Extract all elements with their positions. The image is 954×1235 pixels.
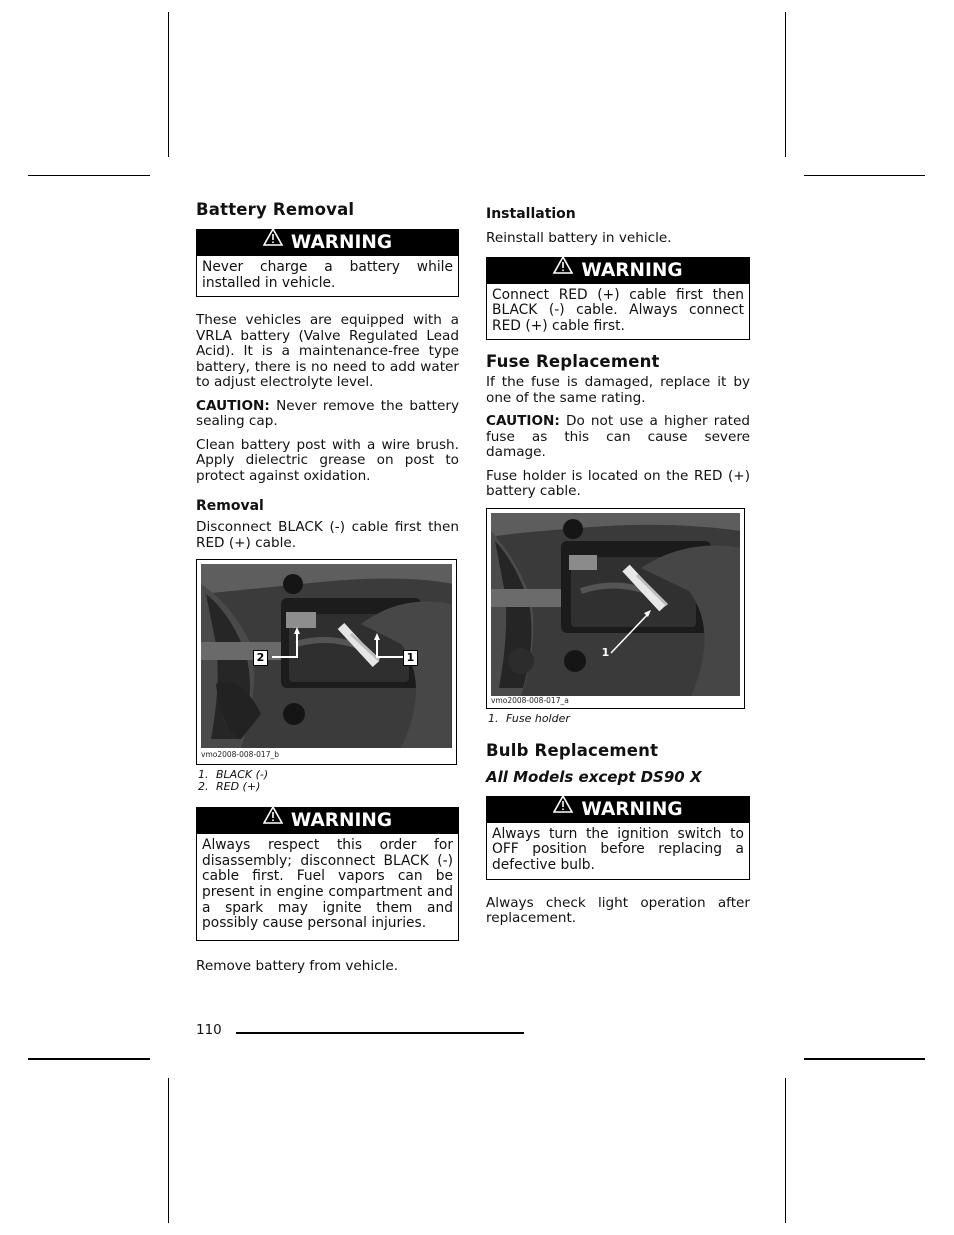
crop-mark xyxy=(785,1078,786,1223)
callout-1: 1 xyxy=(403,650,418,666)
warning-header xyxy=(197,808,458,834)
warning-box xyxy=(486,257,750,341)
subheading-removal: Removal xyxy=(196,498,264,515)
warning-header xyxy=(487,258,749,284)
warning-text: Connect RED (+) cable first then BLACK (-) cable. Always connect RED (+) cable first. xyxy=(492,286,744,334)
fuse-holder-image xyxy=(491,513,740,696)
photo-code: vmo2008-008-017_a xyxy=(491,695,569,705)
photo-captions xyxy=(486,713,750,725)
section-heading-fuse-replacement: Fuse Replacement xyxy=(486,352,660,372)
warning-title: WARNING xyxy=(581,259,683,281)
clean-post-paragraph: Clean battery post with a wire brush. Apply dielectric grease on post to protect against oxidation. xyxy=(196,436,459,484)
caption-item: 1. Fuse holder xyxy=(488,711,570,725)
warning-triangle-icon xyxy=(263,228,283,254)
crop-mark xyxy=(804,175,925,176)
warning-text: Never charge a battery while installed in vehicle. xyxy=(202,259,453,291)
page-number: 110 xyxy=(196,1022,222,1038)
vrla-paragraph: These vehicles are equipped with a VRLA battery (Valve Regulated Lead Acid). It is a maintenance-free type battery, there is no need to add water to adjust electrolyte level. xyxy=(196,312,459,391)
crop-mark xyxy=(28,1058,150,1060)
warning-triangle-icon xyxy=(553,795,573,821)
caution-text: Do not use a higher rated fuse as this can cause severe damage. xyxy=(486,413,750,461)
caution-text: Never remove the battery sealing cap. xyxy=(196,397,459,430)
warning-triangle-icon xyxy=(263,806,283,832)
left-column xyxy=(196,200,459,982)
warning-box xyxy=(196,807,459,941)
removal-paragraph: Disconnect BLACK (-) cable first then RED (+) cable. xyxy=(196,519,459,551)
callout-2: 2 xyxy=(253,650,268,666)
warning-text: Always respect this order for disassembly; disconnect BLACK (-) cable first. Fuel vapors can be present in engine compartment and a spark may ignite them and possibly cause personal injuries. xyxy=(202,837,453,932)
callout-1: 1 xyxy=(601,645,610,659)
fuse-photo xyxy=(486,508,745,709)
install-paragraph: Reinstall battery in vehicle. xyxy=(486,230,672,246)
warning-triangle-icon xyxy=(553,256,573,282)
remove-battery-paragraph: Remove battery from vehicle. xyxy=(196,957,399,974)
warning-title: WARNING xyxy=(290,232,393,253)
caption-item: 2. RED (+) xyxy=(198,780,261,794)
warning-title: WARNING xyxy=(581,798,683,820)
right-column xyxy=(486,200,750,935)
warning-box xyxy=(196,229,459,297)
crop-mark xyxy=(28,175,150,176)
photo-code: vmo2008-008-017_b xyxy=(201,750,279,760)
caution-label: CAUTION: xyxy=(486,413,560,430)
crop-mark xyxy=(785,12,786,157)
subheading-models: All Models except DS90 X xyxy=(486,767,702,786)
caution-note xyxy=(196,399,459,430)
footer-rule xyxy=(236,1032,524,1034)
crop-mark xyxy=(168,1078,169,1223)
warning-box xyxy=(486,796,750,880)
fuse-holder-paragraph: Fuse holder is located on the RED (+) battery cable. xyxy=(486,467,750,500)
crop-mark xyxy=(168,12,169,157)
warning-header xyxy=(487,797,749,823)
warning-header xyxy=(197,230,458,256)
caution-note xyxy=(486,414,750,461)
caption-item: 1. BLACK (-) xyxy=(198,768,269,782)
battery-photo xyxy=(196,559,457,765)
crop-mark xyxy=(804,1058,925,1060)
subheading-installation: Installation xyxy=(486,206,576,222)
section-heading-battery-removal: Battery Removal xyxy=(196,200,355,219)
warning-title: WARNING xyxy=(290,810,393,832)
photo-captions xyxy=(196,769,459,793)
section-heading-bulb-replacement: Bulb Replacement xyxy=(486,740,659,760)
caution-label: CAUTION: xyxy=(196,397,270,414)
fuse-paragraph: If the fuse is damaged, replace it by one of the same rating. xyxy=(486,374,750,406)
bulb-check-paragraph: Always check light operation after replacement. xyxy=(486,894,750,927)
warning-text: Always turn the ignition switch to OFF position before replacing a defective bulb. xyxy=(492,825,744,873)
